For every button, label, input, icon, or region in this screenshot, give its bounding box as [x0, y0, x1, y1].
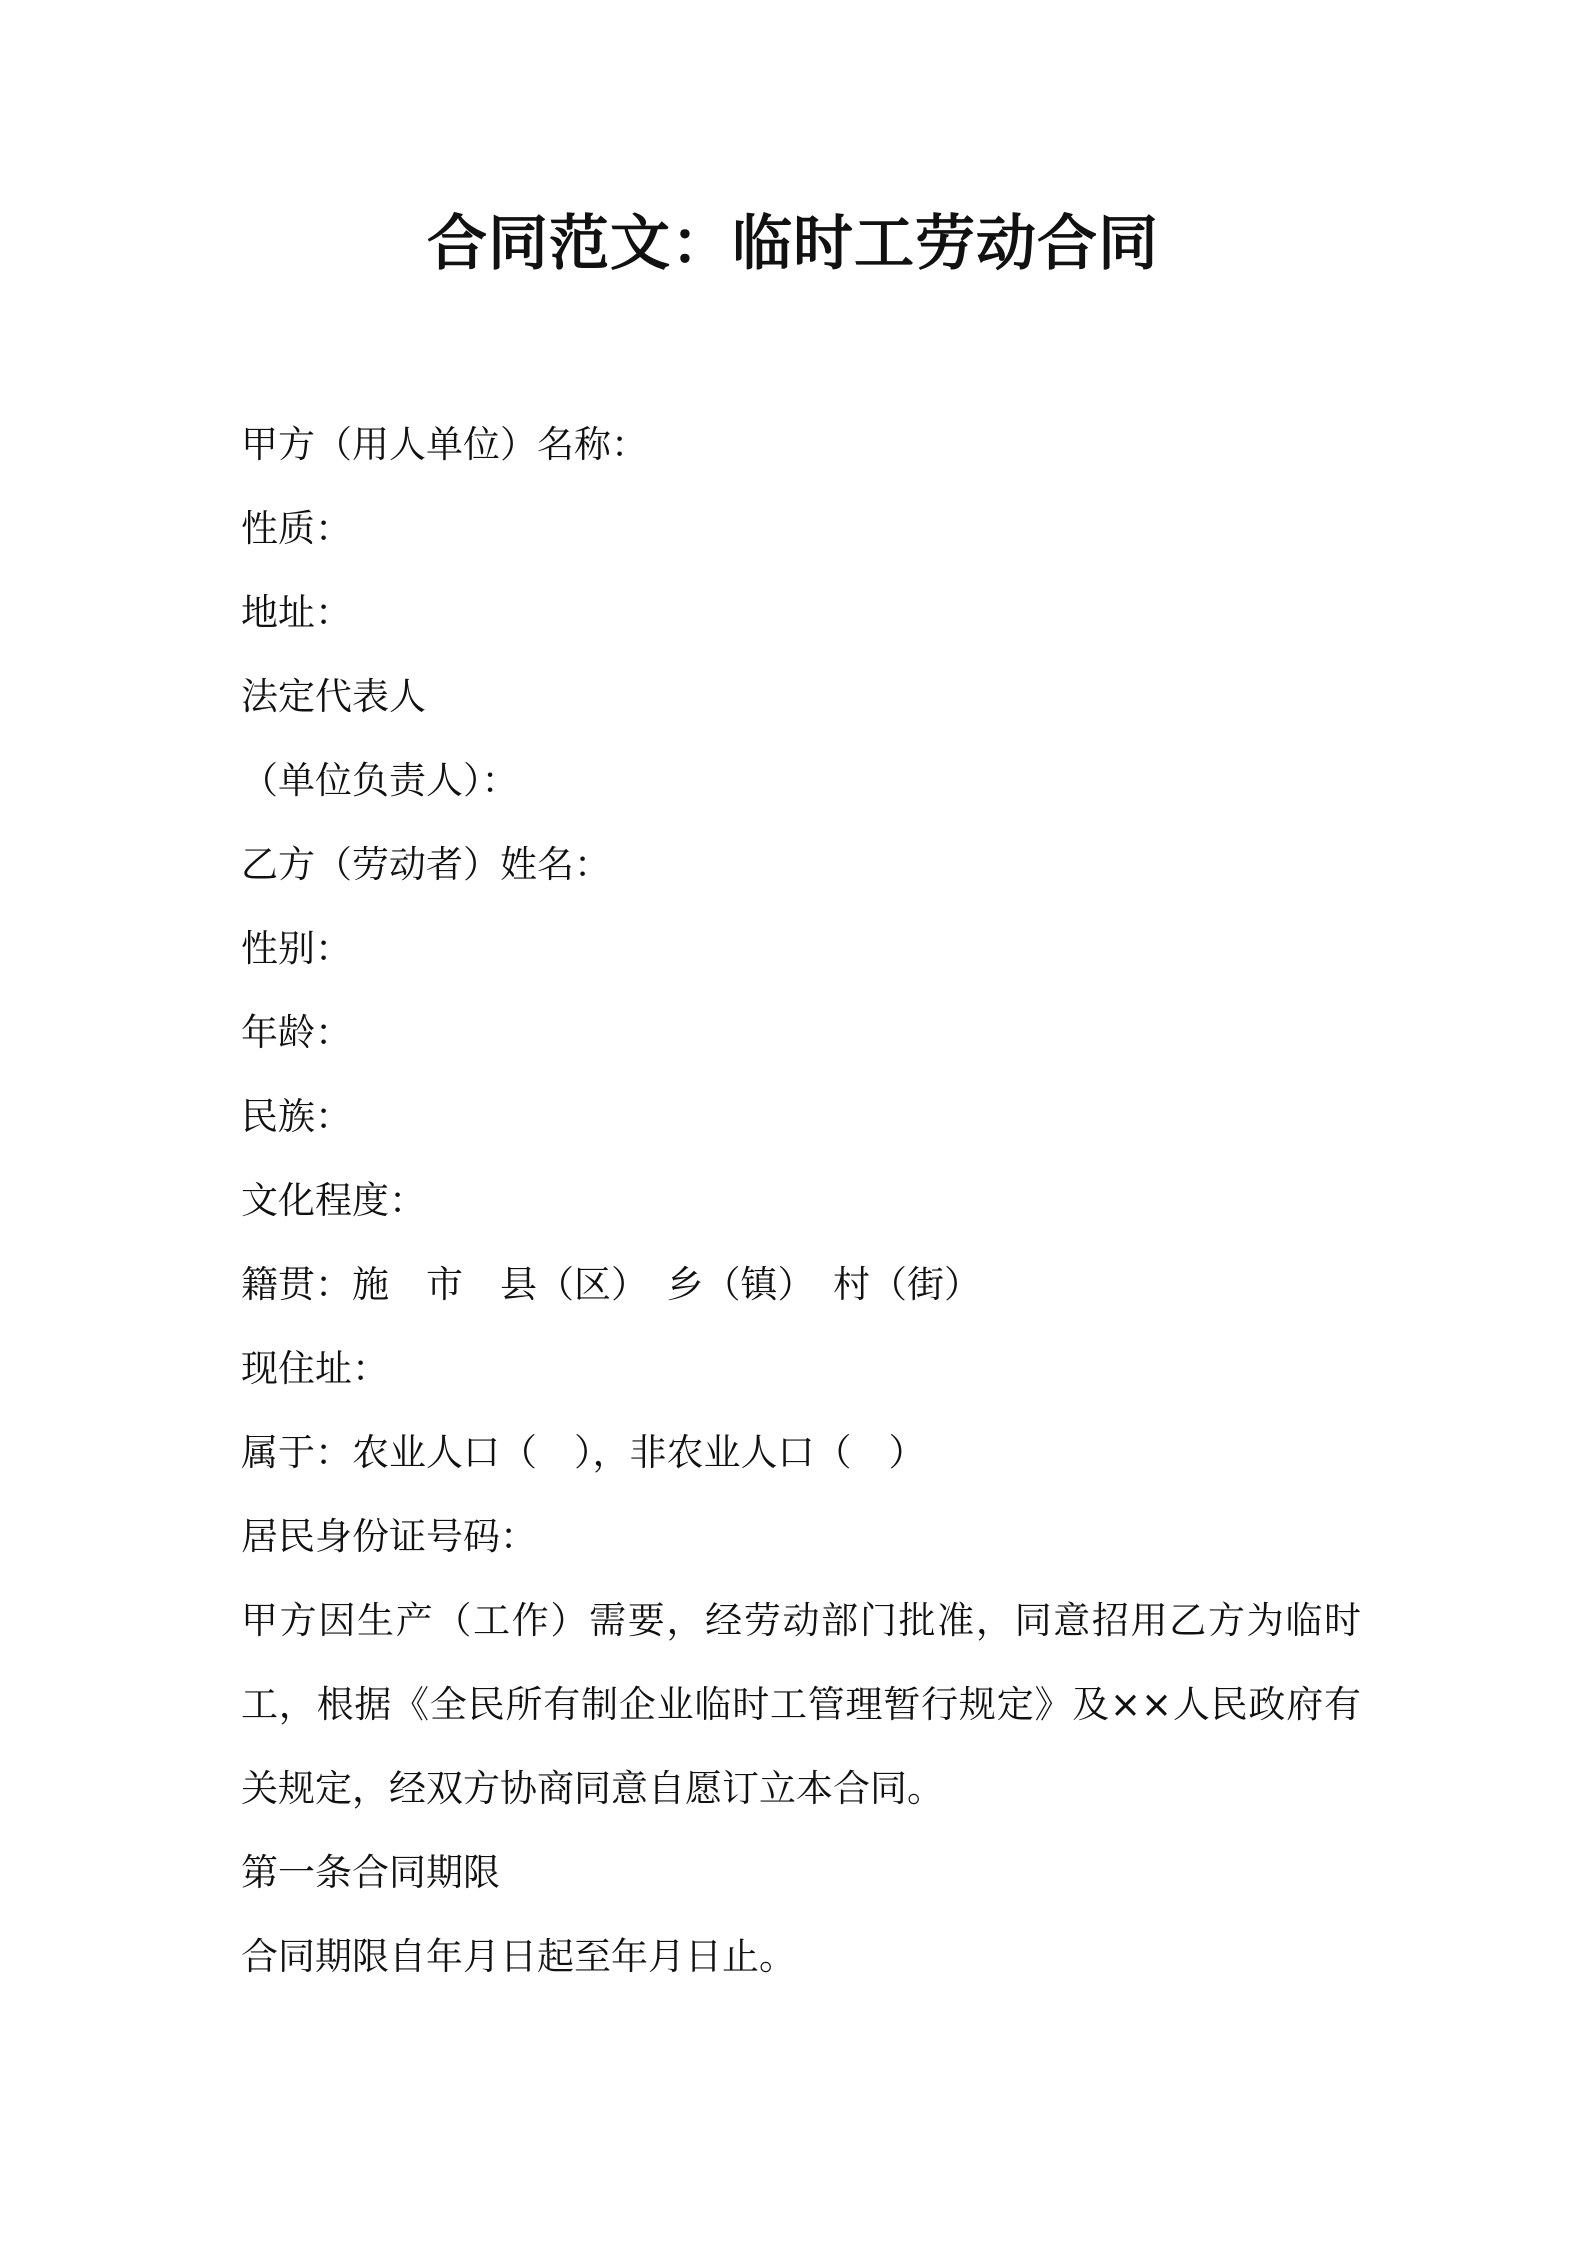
- party-b-name-line: 乙方（劳动者）姓名：: [241, 843, 611, 886]
- party-a-name-line: 甲方（用人单位）名称：: [241, 423, 648, 466]
- ethnicity-line: 民族：: [241, 1095, 352, 1138]
- household-type-line: 属于：农业人口（ ），非农业人口（ ）: [241, 1431, 926, 1474]
- unit-head-line: （单位负责人）：: [241, 759, 519, 802]
- age-line: 年龄：: [241, 1011, 352, 1054]
- legal-representative-line: 法定代表人: [241, 675, 426, 718]
- preamble-paragraph: 甲方因生产（工作）需要，经劳动部门批准，同意招用乙方为临时工，根据《全民所有制企业临时工管理暂行规定》及××人民政府有关规定，经双方协商同意自愿订立本合同。: [241, 1599, 1361, 1810]
- current-address-line: 现住址：: [241, 1347, 389, 1390]
- party-a-nature-line: 性质：: [241, 507, 352, 550]
- gender-line: 性别：: [241, 927, 352, 970]
- id-number-line: 居民身份证号码：: [241, 1515, 537, 1558]
- article-1-text: 合同期限自年月日起至年月日止。: [241, 1935, 796, 1978]
- education-line: 文化程度：: [241, 1179, 426, 1222]
- party-a-address-line: 地址：: [241, 591, 352, 634]
- native-place-line: 籍贯：施 市 县（区） 乡（镇） 村（街）: [241, 1263, 981, 1306]
- document-title: 合同范文：临时工劳动合同: [427, 209, 1159, 279]
- document-body: [241, 403, 1361, 1999]
- article-1-heading: 第一条合同期限: [241, 1851, 500, 1894]
